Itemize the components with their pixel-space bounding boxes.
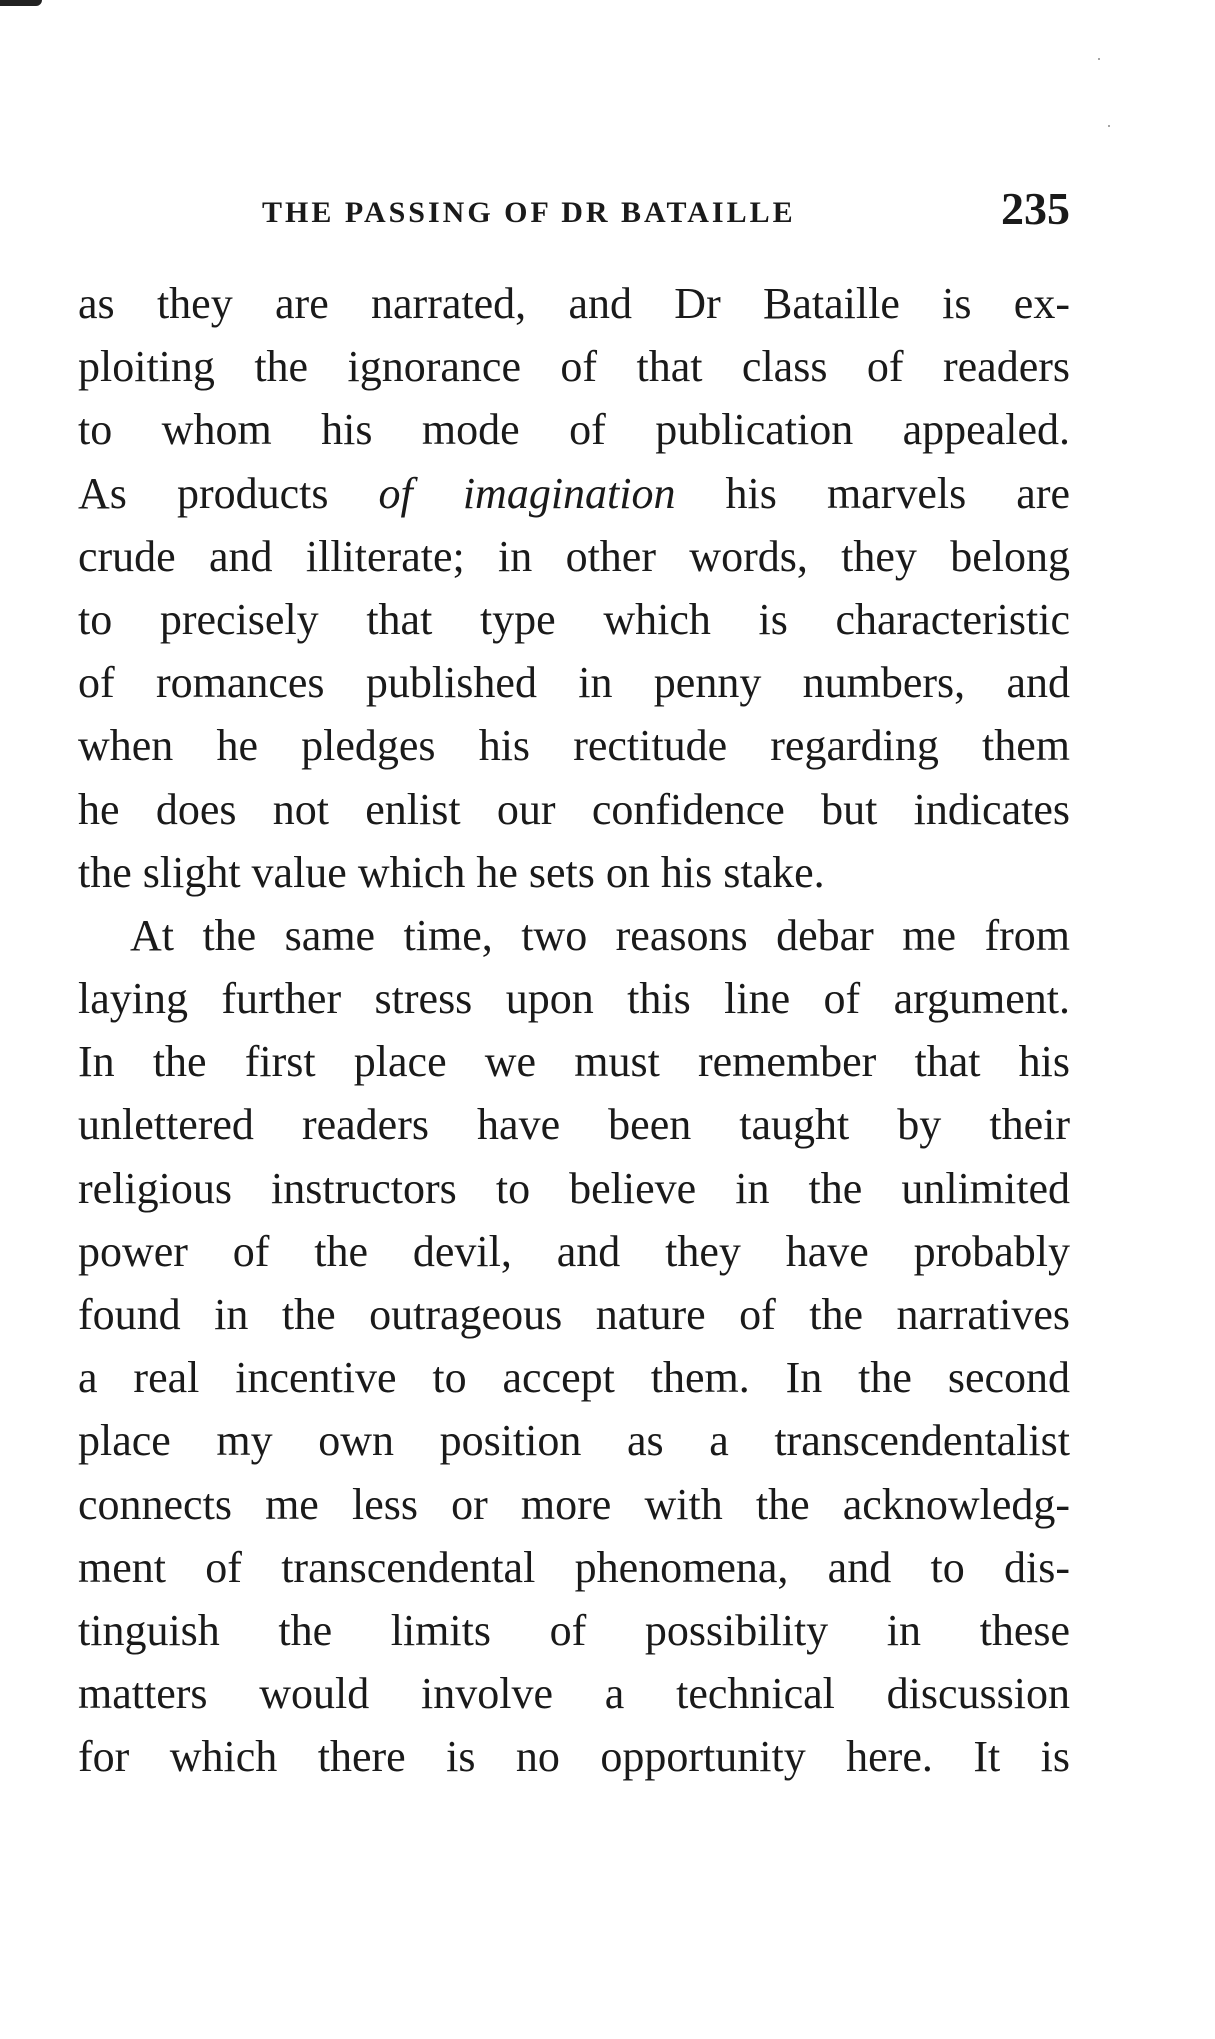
scan-speck	[1098, 58, 1100, 60]
text-line: In the first place we must remember that his	[78, 1037, 1070, 1087]
text-line: the slight value which he sets on his stake.	[78, 847, 825, 897]
paragraph	[78, 272, 1070, 904]
text-line: when he pledges his rectitude regarding them	[78, 721, 1070, 771]
scan-speck	[1108, 125, 1110, 127]
text-line: matters would involve a technical discussion	[78, 1669, 1070, 1719]
text-line: for which there is no opportunity here. It is	[78, 1732, 1070, 1782]
text-line: he does not enlist our confidence but indicates	[78, 784, 1070, 834]
text-line: tinguish the limits of possibility in these	[78, 1605, 1070, 1655]
text-line: place my own position as a transcendentalist	[78, 1416, 1070, 1466]
text-line: found in the outrageous nature of the narratives	[78, 1290, 1070, 1339]
text-line: to precisely that type which is characteristic	[78, 594, 1070, 644]
text-line: connects me less or more with the acknowledg-	[78, 1479, 1070, 1529]
text-line: to whom his mode of publication appealed.	[78, 405, 1070, 455]
text-line: ment of transcendental phenomena, and to dis-	[78, 1542, 1070, 1592]
text-line: religious instructors to believe in the unlimited	[78, 1163, 1070, 1213]
text-line: ploiting the ignorance of that class of readers	[78, 342, 1070, 392]
text-line: as they are narrated, and Dr Bataille is ex-	[78, 279, 1070, 328]
text-line: laying further stress upon this line of argument.	[78, 974, 1070, 1024]
running-head	[250, 180, 1070, 240]
text-line: a real incentive to accept them. In the second	[78, 1353, 1070, 1403]
text-line: of romances published in penny numbers, and	[78, 658, 1070, 708]
text-segment: his marvels are	[675, 468, 1070, 518]
page-number: 235	[1001, 183, 1070, 234]
text-line: power of the devil, and they have probably	[78, 1226, 1070, 1276]
text-line	[78, 462, 1070, 525]
text-segment: As products	[78, 468, 379, 518]
text-line: At the same time, two reasons debar me from	[130, 910, 1070, 960]
scan-corner-mark	[0, 0, 42, 6]
paragraph	[78, 904, 1070, 1789]
body-text	[78, 272, 1070, 1789]
italic-phrase: of imagination	[378, 468, 676, 518]
text-line: crude and illiterate; in other words, they belong	[78, 531, 1070, 581]
running-title: THE PASSING OF DR BATAILLE	[262, 196, 796, 229]
text-line: unlettered readers have been taught by their	[78, 1100, 1070, 1150]
